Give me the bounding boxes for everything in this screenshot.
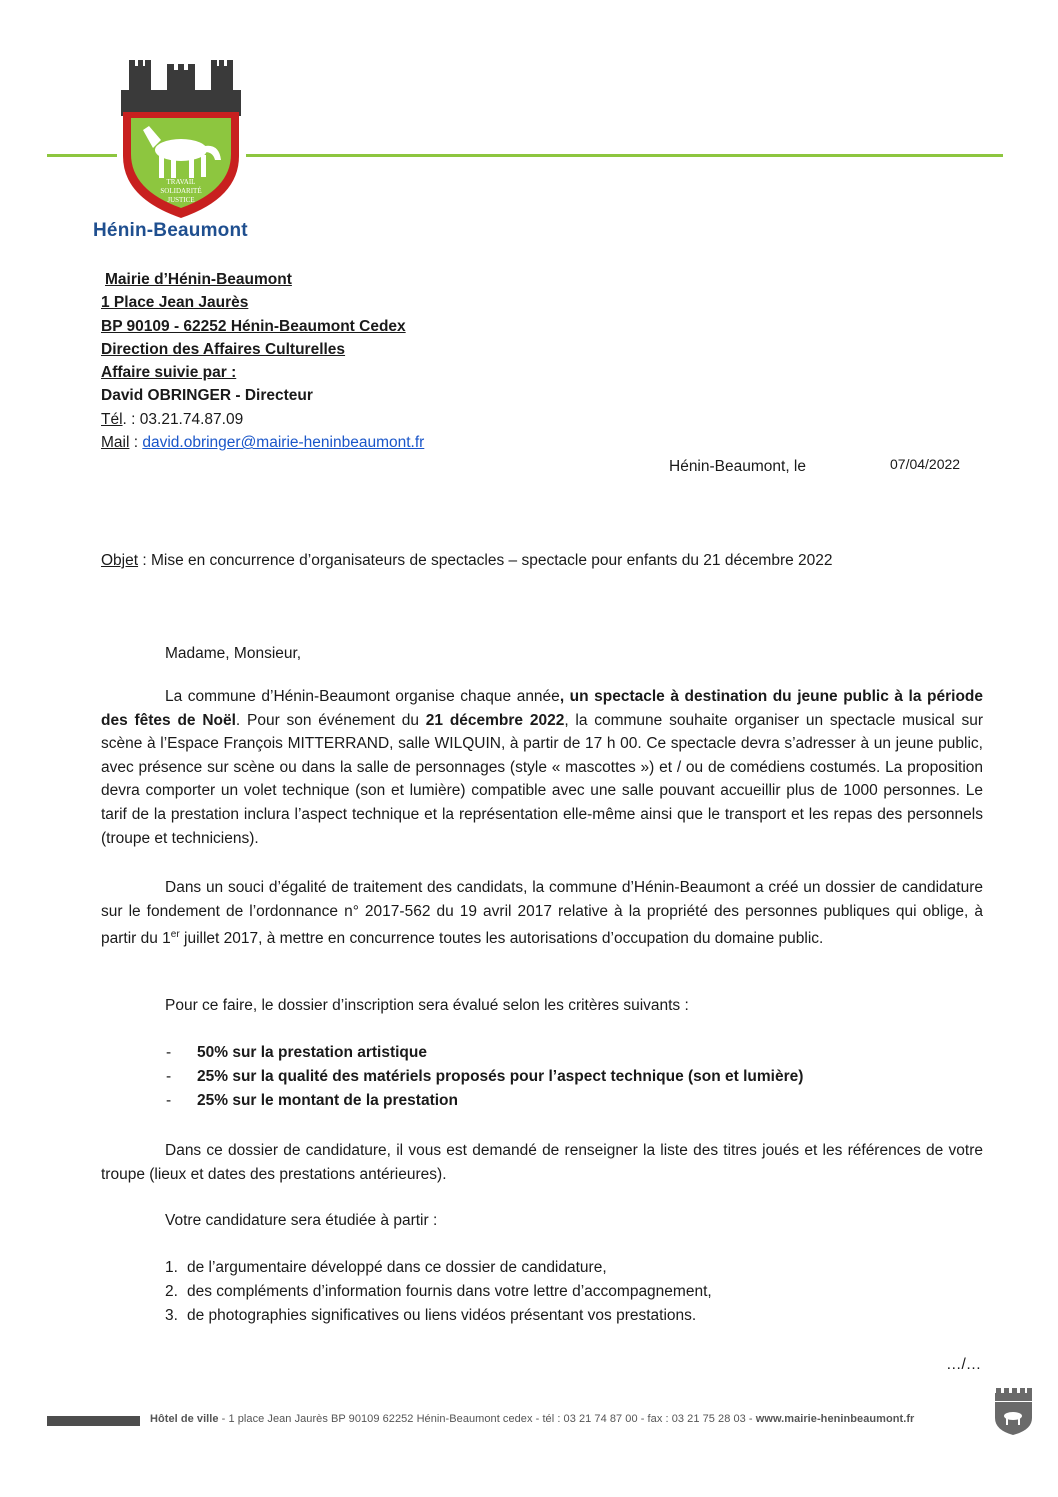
header-rule-left: [47, 154, 117, 157]
sender-postal: BP 90109 - 62252 Hénin-Beaumont Cedex: [101, 317, 406, 335]
header-rule-right: [246, 154, 1003, 157]
p1-bold-2: 21 décembre 2022: [425, 711, 565, 729]
footer-address: - 1 place Jean Jaurès BP 90109 62252 Hénin-Beaumont cedex - tél : 03 21 74 87 00 - fax : 03 21 75 28 03 -: [218, 1413, 756, 1425]
criterion-1: [166, 1044, 427, 1062]
paragraph-3: Dans ce dossier de candidature, il vous est demandé de renseigner la liste des titres joués et les références de votre troupe (lieux et dates des prestations antérieures).: [101, 1142, 983, 1183]
criterion-text: 50% sur la prestation artistique: [197, 1044, 427, 1061]
study-item-1: [165, 1259, 607, 1277]
p1-text-1: La commune d’Hénin-Beaumont organise chaque année: [165, 688, 560, 705]
criterion-dash: -: [166, 1068, 172, 1085]
seal-text-3: JUSTICE: [167, 196, 195, 204]
town-crest-logo: [117, 60, 245, 220]
footer-text: [150, 1413, 914, 1425]
subject-label: Objet: [101, 552, 139, 569]
study-num: 1.: [165, 1259, 178, 1276]
paragraph-2: [101, 876, 983, 951]
p1-text-2: . Pour son événement du: [235, 711, 426, 729]
criterion-dash: -: [166, 1044, 172, 1061]
criterion-text: 25% sur le montant de la prestation: [197, 1092, 458, 1109]
study-item-2: [165, 1283, 712, 1301]
p1-text-3: , la commune souhaite organiser un spectacle musical sur scène à l’Espace François MITTERRAND, salle WILQUIN, à partir de 17 h 00. Ce spectacle devra s’adresser à un jeune public, avec présence sur scène ou dans la salle de personnages (style « mascottes ») et / ou de comédiens costumés. La proposition devra comporter un volet technique (son et lumière) compatible avec une salle pouvant accueillir plus de 1000 personnes. Le tarif de la prestation inclura l’aspect technique et la représentation elle-même ainsi que le transport et les repas des personnels (troupe et techniciens).: [101, 711, 983, 847]
salutation: Madame, Monsieur,: [165, 645, 302, 662]
paragraph-1: [101, 685, 983, 850]
subject-text: : Mise en concurrence d’organisateurs de spectacles – spectacle pour enfants du 21 décembre 2022: [138, 552, 833, 569]
seal-text-1: TRAVAIL: [166, 178, 196, 186]
criterion-text: 25% sur la qualité des matériels proposés pour l’aspect technique (son et lumière): [197, 1068, 804, 1085]
criterion-2: [166, 1068, 803, 1086]
continuation-mark: …/…: [946, 1356, 982, 1373]
study-item-3: [165, 1307, 696, 1325]
tel-line: [101, 408, 424, 431]
study-text: de photographies significatives ou liens vidéos présentant vos prestations.: [187, 1307, 697, 1324]
seal-text-2: SOLIDARITÉ: [160, 187, 202, 195]
subject-line: [101, 552, 833, 570]
mail-label: Mail: [101, 434, 130, 452]
sender-org: Mairie d’Hénin-Beaumont: [105, 271, 292, 288]
date-place: Hénin-Beaumont, le: [669, 458, 806, 475]
study-num: 2.: [165, 1283, 178, 1300]
footer-website[interactable]: www.mairie-heninbeaumont.fr: [755, 1413, 915, 1425]
study-num: 3.: [165, 1307, 178, 1324]
criterion-3: [166, 1092, 458, 1110]
sender-department: Direction des Affaires Culturelles: [101, 340, 346, 358]
mail-link[interactable]: david.obringer@mairie-heninbeaumont.fr: [142, 434, 425, 452]
sender-block: [101, 268, 424, 454]
p2-text-2: juillet 2017, à mettre en concurrence toutes les autorisations d’occupation du domaine public.: [179, 930, 824, 948]
p2-sup: er: [170, 929, 180, 941]
study-text: de l’argumentaire développé dans ce dossier de candidature,: [187, 1259, 607, 1276]
mail-line: [101, 431, 424, 454]
footer-crest-icon: [993, 1388, 1033, 1436]
criterion-dash: -: [166, 1092, 172, 1109]
p1-bold-1: , un spectacle à destination du jeune public à la période des fêtes de Noël: [101, 688, 984, 729]
contact-name: David OBRINGER - Directeur: [101, 387, 313, 405]
tel-value: . : 03.21.74.87.09: [122, 410, 244, 428]
study-intro: Votre candidature sera étudiée à partir :: [165, 1212, 438, 1229]
mail-sep: :: [129, 434, 143, 452]
tel-label: Tél: [101, 410, 123, 428]
followed-by-label: Affaire suivie par :: [101, 364, 237, 382]
sender-address: 1 Place Jean Jaurès: [101, 294, 249, 312]
p2-text-1: Dans un souci d’égalité de traitement des candidats, la commune d’Hénin-Beaumont a créé un dossier de candidature sur le fondement de l’ordonnance n° 2017-562 du 19 avril 2017 relative à la propriété des personnes publiques qui oblige, à partir du 1: [101, 879, 983, 948]
town-name-logo: Hénin-Beaumont: [93, 220, 248, 241]
criteria-intro: Pour ce faire, le dossier d’inscription sera évalué selon les critères suivants :: [165, 997, 689, 1014]
date-value: 07/04/2022: [890, 456, 961, 472]
footer-label: Hôtel de ville: [150, 1413, 219, 1425]
study-text: des compléments d’information fournis dans votre lettre d’accompagnement,: [187, 1283, 712, 1300]
footer-bar: [47, 1416, 140, 1426]
